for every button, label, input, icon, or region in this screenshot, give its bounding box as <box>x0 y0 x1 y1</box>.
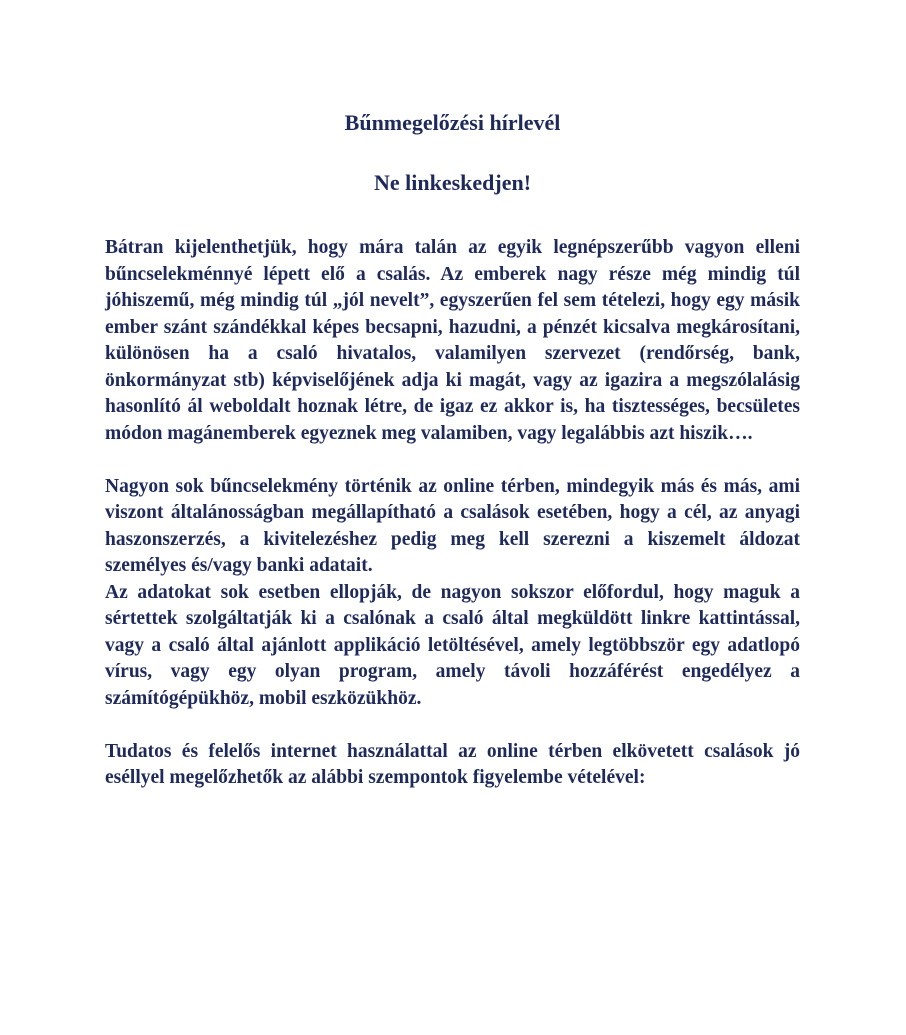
paragraph-prevention: Tudatos és felelős internet használattal az online térben elkövetett csalások jó eséllyel megelőzhetők az alábbi szempontok figyelembe vételével: <box>105 740 800 788</box>
paragraph-online-crimes: Nagyon sok bűncselekmény történik az online térben, mindegyik más és más, ami viszont általánosságban megállapítható a csalások esetében, hogy a cél, az anyagi haszonszerzés, a kivitelezéshez pedig meg kell szerezni a kiszemelt áldozat személyes és/vagy banki adatait. <box>105 475 800 576</box>
newsletter-subtitle: Ne linkeskedjen! <box>373 170 532 195</box>
paragraph-data-theft: Az adatokat sok esetben ellopják, de nagyon sokszor előfordul, hogy maguk a sértettek szolgáltatják ki a csalónak a csaló által megküldött linkre kattintással, vagy a csaló által ajánlott applikáció letöltésével, amely legtöbbször egy adatlopó vírus, vagy egy olyan program, amely távoli hozzáférést engedélyez a számítógépükhöz, mobil eszközükhöz. <box>105 581 800 709</box>
newsletter-title: Bűnmegelőzési hírlevél <box>344 110 561 135</box>
paragraph-intro: Bátran kijelenthetjük, hogy mára talán az egyik legnépszerűbb vagyon elleni bűncselekménnyé lépett elő a csalás. Az emberek nagy része még mindig túl jóhiszemű, még mindig túl „jól nevelt”, egyszerűen fel sem tételezi, hogy egy másik ember szánt szándékkal képes becsapni, hazudni, a pénzét kicsalva megkárosítani, különösen ha a csaló hivatalos, valamilyen szervezet (rendőrség, bank, önkormányzat stb) képviselőjének adja ki magát, vagy az igazira a megszólalásig hasonlító ál weboldalt hoznak létre, de igaz ez akkor is, ha tisztességes, becsületes módon magánemberek egyeznek meg valamiben, vagy legalábbis azt hiszik…. <box>105 237 800 444</box>
newsletter-body <box>105 108 800 792</box>
